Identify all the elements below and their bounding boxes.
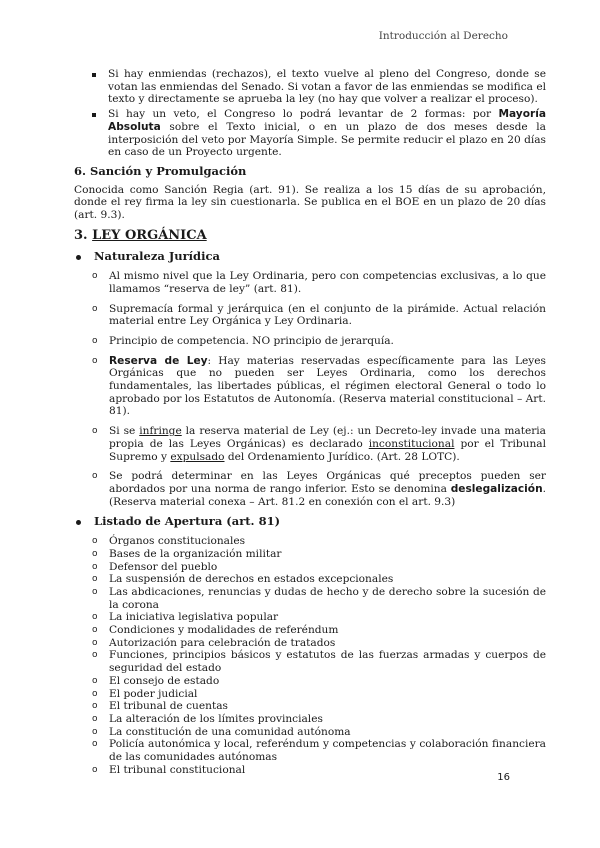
listado-list [74, 535, 546, 776]
paragraph-sancion: Conocida como Sanción Regia (art. 91). Se realiza a los 15 días de su aprobación, donde el rey firma la ley sin cuestionarla. Se publica en el BOE en un plazo de 20 días (art. 9.3). [74, 183, 546, 222]
section-heading-sancion: 6. Sanción y Promulgación [74, 163, 247, 178]
document-page [74, 68, 546, 776]
list-item: o Funciones, principios básicos y estatutos de las fuerzas armadas y cuerpos de seguridad del estado [92, 649, 546, 674]
list-item: Si hay un veto, el Congreso lo podrá levantar de 2 formas: por Mayoría Absoluta sobre el Texto inicial, o en un plazo de dos meses desde la interposición del veto por Mayoría Simple. Se permite reducir el plazo en 20 días en caso de un Proyecto urgente. [92, 108, 546, 159]
list-item: o La suspensión de derechos en estados excepcionales [92, 573, 546, 586]
section-heading-ley-organica: 3. LEY ORGÁNICA [74, 227, 207, 243]
list-item: o El consejo de estado [92, 675, 546, 688]
list-item: o Si se infringe la reserva material de Ley (ej.: un Decreto-ley invade una materia propia de las Leyes Orgánicas) es declarado inconstitucional por el Tribunal Supremo y expulsado del Ordenamiento Jurídico. (Art. 28 LOTC). [92, 425, 546, 463]
list-item: o La constitución de una comunidad autónoma [92, 726, 546, 739]
list-item: o Principio de competencia. NO principio de jerarquía. [92, 335, 546, 348]
list-item: o El tribunal de cuentas [92, 700, 546, 713]
list-item: o La iniciativa legislativa popular [92, 611, 546, 624]
list-item: o Órganos constitucionales [92, 535, 546, 548]
list-item: o La alteración de los límites provinciales [92, 713, 546, 726]
subheading-listado: Listado de Apertura (art. 81) [74, 515, 546, 528]
list-item: o Al mismo nivel que la Ley Ordinaria, pero con competencias exclusivas, a lo que llamamos “reserva de ley” (art. 81). [92, 270, 546, 295]
page-number: 16 [497, 772, 510, 783]
list-item: o Se podrá determinar en las Leyes Orgánicas qué preceptos pueden ser abordados por una norma de rango inferior. Esto se denomina deslegalización. (Reserva material conexa – Art. 81.2 en conexión con el art. 9.3) [92, 470, 546, 508]
list-item: o El poder judicial [92, 688, 546, 701]
subheading-naturaleza: Naturaleza Jurídica [74, 250, 546, 263]
list-item: o Policía autonómica y local, referéndum y competencias y colaboración financiera de las comunidades autónomas [92, 738, 546, 763]
naturaleza-list [74, 270, 546, 508]
list-item: o Reserva de Ley: Hay materias reservadas específicamente para las Leyes Orgánicas que no pueden ser Leyes Ordinaria, como los derechos fundamentales, las libertades públicas, el régimen electoral General o todo lo aprobado por los Estatutos de Autonomía. (Reserva material constitucional – Art. 81). [92, 355, 546, 419]
list-item: o El tribunal constitucional [92, 764, 546, 777]
list-item: Si hay enmiendas (rechazos), el texto vuelve al pleno del Congreso, donde se votan las enmiendas del Senado. Si votan a favor de las enmiendas se modifica el texto y directamente se aprueba la ley (no hay que volver a realizar el proceso). [92, 68, 546, 106]
list-item: o Defensor del pueblo [92, 561, 546, 574]
list-item: o Bases de la organización militar [92, 548, 546, 561]
top-bullet-list [74, 68, 546, 159]
list-item: o Las abdicaciones, renuncias y dudas de hecho y de derecho sobre la sucesión de la corona [92, 586, 546, 611]
list-item: o Supremacía formal y jerárquica (en el conjunto de la pirámide. Actual relación material entre Ley Orgánica y Ley Ordinaria. [92, 303, 546, 328]
running-header: Introducción al Derecho [378, 30, 508, 42]
list-item: o Condiciones y modalidades de referéndum [92, 624, 546, 637]
list-item: o Autorización para celebración de tratados [92, 637, 546, 650]
